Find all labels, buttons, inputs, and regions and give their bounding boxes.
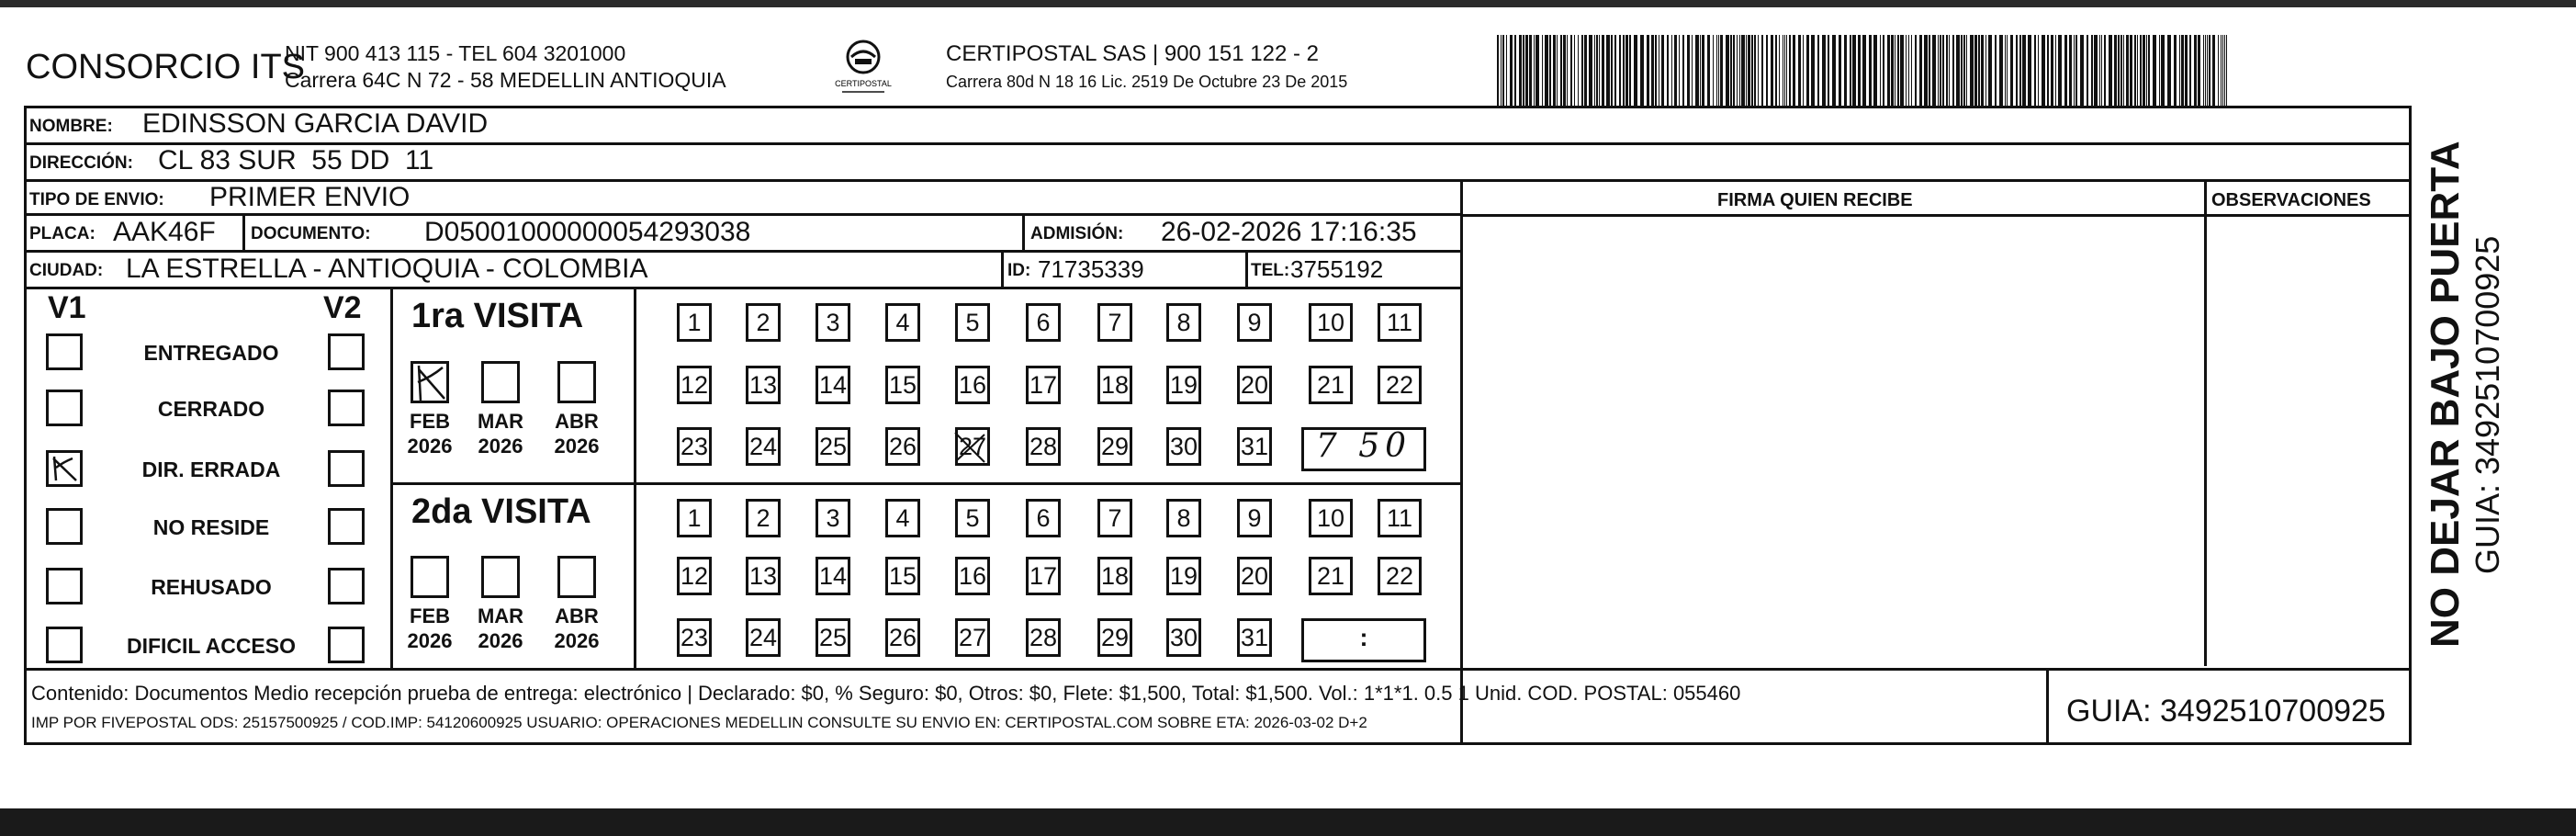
day-box[interactable]: 12	[677, 366, 712, 404]
id-value: 71735339	[1038, 255, 1144, 283]
day-box[interactable]: 5	[955, 303, 990, 342]
v2-header: V2	[323, 290, 362, 325]
cell-divider	[242, 213, 245, 250]
month-checkbox[interactable]	[481, 556, 520, 598]
guia-vertical: GUIA: 3492510700925	[2469, 235, 2506, 574]
company-info	[285, 40, 726, 94]
day-box[interactable]: 23	[677, 427, 712, 466]
month-year: 2026	[407, 435, 453, 458]
day-box[interactable]: 16	[955, 557, 990, 595]
day-box[interactable]: 22	[1378, 366, 1422, 404]
day-box[interactable]: 11	[1378, 499, 1422, 537]
nit-line: NIT 900 413 115 - TEL 604 3201000	[285, 41, 626, 65]
day-box[interactable]: 6	[1026, 303, 1061, 342]
nombre-label: NOMBRE:	[29, 117, 113, 136]
row-line	[1460, 214, 2410, 217]
v2-checkbox[interactable]	[328, 333, 365, 370]
imp-text: IMP POR FIVEPOSTAL ODS: 25157500925 / COD.IMP: 54120600925 USUARIO: OPERACIONES MEDELLIN CONSULTE SU ENVIO EN: CERTIPOSTAL.COM SOBRE ETA: 2026-03-02 D+2	[31, 714, 1367, 731]
day-box[interactable]: 9	[1237, 303, 1272, 342]
day-box[interactable]: 2	[746, 303, 781, 342]
day-box[interactable]: 28	[1026, 618, 1061, 657]
day-box[interactable]: 2	[746, 499, 781, 537]
documento-label: DOCUMENTO:	[251, 224, 371, 243]
v1-checkbox[interactable]	[46, 627, 83, 663]
direccion-value: CL 83 SUR 55 DD 11	[158, 145, 434, 175]
day-box[interactable]: 4	[885, 303, 920, 342]
v1-checkbox[interactable]	[46, 390, 83, 426]
day-box[interactable]: 17	[1026, 366, 1061, 404]
bottom-edge	[0, 808, 2576, 836]
day-box[interactable]: 9	[1237, 499, 1272, 537]
day-box[interactable]: 20	[1237, 366, 1272, 404]
day-box[interactable]: 29	[1097, 427, 1132, 466]
month-name: ABR	[555, 604, 599, 627]
direccion-label: DIRECCIÓN:	[29, 153, 133, 173]
observaciones-header: OBSERVACIONES	[2211, 190, 2371, 210]
company-name: CONSORCIO ITS	[26, 48, 306, 86]
v1-checkbox[interactable]	[46, 450, 83, 487]
month-year: 2026	[407, 629, 453, 652]
day-box[interactable]: 4	[885, 499, 920, 537]
day-box[interactable]: 11	[1378, 303, 1422, 342]
day-box[interactable]: 28	[1026, 427, 1061, 466]
v2-checkbox[interactable]	[328, 450, 365, 487]
day-box[interactable]: 10	[1309, 499, 1353, 537]
day-box[interactable]: 25	[816, 618, 850, 657]
logo-text: CERTIPOSTAL	[835, 79, 892, 88]
month-year: 2026	[554, 629, 600, 652]
v2-checkbox[interactable]	[328, 627, 365, 663]
status-label: DIFICIL ACCESO	[126, 634, 296, 658]
tel-label: TEL:	[1251, 261, 1290, 280]
day-box[interactable]: 20	[1237, 557, 1272, 595]
ciudad-value: LA ESTRELLA - ANTIOQUIA - COLOMBIA	[126, 254, 648, 284]
day-box[interactable]: 26	[885, 618, 920, 657]
day-box[interactable]: 12	[677, 557, 712, 595]
day-box[interactable]: 31	[1237, 427, 1272, 466]
ciudad-label: CIUDAD:	[29, 261, 104, 280]
admision-value: 26-02-2026 17:16:35	[1161, 217, 1417, 247]
day-box[interactable]: 24	[746, 427, 781, 466]
month-name: FEB	[410, 604, 450, 627]
day-box[interactable]: 14	[816, 557, 850, 595]
month-label	[402, 409, 457, 458]
month-label	[549, 604, 604, 653]
v1-checkbox[interactable]	[46, 508, 83, 545]
guia-footer: GUIA: 3492510700925	[2066, 694, 2386, 729]
day-box[interactable]: 6	[1026, 499, 1061, 537]
tel-value: 3755192	[1290, 255, 1384, 283]
day-box[interactable]: 19	[1166, 366, 1201, 404]
day-box[interactable]: 5	[955, 499, 990, 537]
day-box[interactable]: 16	[955, 366, 990, 404]
day-box[interactable]: 23	[677, 618, 712, 657]
day-box[interactable]: 3	[816, 499, 850, 537]
obs-col-left	[2204, 179, 2207, 666]
day-box[interactable]: 29	[1097, 618, 1132, 657]
certipostal-line: CERTIPOSTAL SAS | 900 151 122 - 2	[946, 41, 1319, 66]
day-box[interactable]: 31	[1237, 618, 1272, 657]
day-box[interactable]: 27	[955, 618, 990, 657]
day-box[interactable]: 27	[955, 427, 990, 466]
day-box[interactable]: 7	[1097, 303, 1132, 342]
time-box[interactable]: 7 50	[1301, 427, 1426, 471]
month-label	[549, 409, 604, 458]
month-checkbox[interactable]	[411, 361, 449, 403]
v2-checkbox[interactable]	[328, 508, 365, 545]
day-box[interactable]: 10	[1309, 303, 1353, 342]
status-label: DIR. ERRADA	[141, 458, 281, 481]
frame-right	[2409, 106, 2412, 744]
day-box[interactable]: 8	[1166, 499, 1201, 537]
contenido-text: Contenido: Documentos Medio recepción prueba de entrega: electrónico | Declarado: $0, % Seguro: $0, Otros: $0, Flete: $1,500, Total: $1,500. Vol.: 1*1*1. 0.5 1 Unid. COD. POSTAL: 055460	[31, 682, 1741, 705]
second-visit-title: 2da VISITA	[411, 492, 591, 531]
status-label: ENTREGADO	[143, 341, 279, 365]
month-label	[473, 604, 528, 653]
documento-value: D05001000000054293038	[424, 217, 751, 247]
certipostal-info	[946, 40, 1347, 96]
nombre-value: EDINSSON GARCIA DAVID	[142, 108, 489, 139]
month-checkbox[interactable]	[411, 556, 449, 598]
day-box[interactable]: 24	[746, 618, 781, 657]
month-checkbox[interactable]	[557, 361, 596, 403]
certipostal-address: Carrera 80d N 18 16 Lic. 2519 De Octubre 23 De 2015	[946, 73, 1348, 91]
month-name: ABR	[555, 410, 599, 433]
placa-label: PLACA:	[29, 224, 96, 243]
day-box[interactable]: 26	[885, 427, 920, 466]
cell-divider	[1001, 253, 1004, 287]
month-checkbox[interactable]	[557, 556, 596, 598]
day-box[interactable]: 7	[1097, 499, 1132, 537]
guia-divider	[2046, 668, 2049, 743]
v2-checkbox[interactable]	[328, 568, 365, 604]
month-label	[402, 604, 457, 653]
day-box[interactable]: 15	[885, 366, 920, 404]
day-box[interactable]: 1	[677, 499, 712, 537]
month-year: 2026	[478, 629, 523, 652]
firma-col-left	[1460, 179, 1463, 744]
top-edge	[0, 0, 2576, 7]
month-year: 2026	[478, 435, 523, 458]
day-box[interactable]: 17	[1026, 557, 1061, 595]
day-box[interactable]: 21	[1309, 557, 1353, 595]
day-box[interactable]: 15	[885, 557, 920, 595]
row-line	[24, 287, 1461, 289]
month-divider	[634, 287, 636, 671]
status-label: NO RESIDE	[152, 515, 270, 539]
firma-header: FIRMA QUIEN RECIBE	[1717, 190, 1913, 210]
frame-bottom	[24, 742, 2412, 745]
v1-checkbox[interactable]	[46, 333, 83, 370]
status-divider	[390, 287, 393, 671]
day-box[interactable]: 30	[1166, 427, 1201, 466]
month-label	[473, 409, 528, 458]
time-box[interactable]: :	[1301, 618, 1426, 662]
visit-separator	[390, 482, 1461, 485]
month-name: FEB	[410, 410, 450, 433]
day-box[interactable]: 18	[1097, 366, 1132, 404]
tipo-envio-label: TIPO DE ENVIO:	[29, 190, 164, 209]
month-name: MAR	[477, 410, 524, 433]
cell-divider	[1245, 253, 1248, 287]
day-box[interactable]: 18	[1097, 557, 1132, 595]
day-box[interactable]: 1	[677, 303, 712, 342]
cell-divider	[1022, 216, 1025, 250]
company-address: Carrera 64C N 72 - 58 MEDELLIN ANTIOQUIA	[285, 68, 726, 92]
day-box[interactable]: 25	[816, 427, 850, 466]
day-box[interactable]: 13	[746, 366, 781, 404]
status-label: CERRADO	[157, 397, 265, 421]
month-checkbox[interactable]	[481, 361, 520, 403]
day-box[interactable]: 19	[1166, 557, 1201, 595]
day-box[interactable]: 13	[746, 557, 781, 595]
row-line	[24, 213, 1461, 216]
tipo-envio-value: PRIMER ENVIO	[209, 182, 411, 212]
day-box[interactable]: 30	[1166, 618, 1201, 657]
certipostal-logo	[831, 35, 895, 107]
admision-label: ADMISIÓN:	[1030, 224, 1124, 243]
status-label: REHUSADO	[151, 575, 272, 599]
no-dejar-bajo-puerta: NO DEJAR BAJO PUERTA	[2423, 141, 2468, 648]
v1-header: V1	[48, 290, 86, 325]
footer-line	[24, 668, 2410, 671]
day-box[interactable]: 8	[1166, 303, 1201, 342]
month-year: 2026	[554, 435, 600, 458]
v1-checkbox[interactable]	[46, 568, 83, 604]
month-name: MAR	[477, 604, 524, 627]
v2-checkbox[interactable]	[328, 390, 365, 426]
placa-value: AAK46F	[113, 217, 216, 247]
day-box[interactable]: 21	[1309, 366, 1353, 404]
barcode	[1497, 35, 2232, 107]
day-box[interactable]: 22	[1378, 557, 1422, 595]
frame-left	[24, 106, 27, 744]
first-visit-title: 1ra VISITA	[411, 297, 584, 335]
id-label: ID:	[1007, 261, 1031, 280]
day-box[interactable]: 14	[816, 366, 850, 404]
day-box[interactable]: 3	[816, 303, 850, 342]
